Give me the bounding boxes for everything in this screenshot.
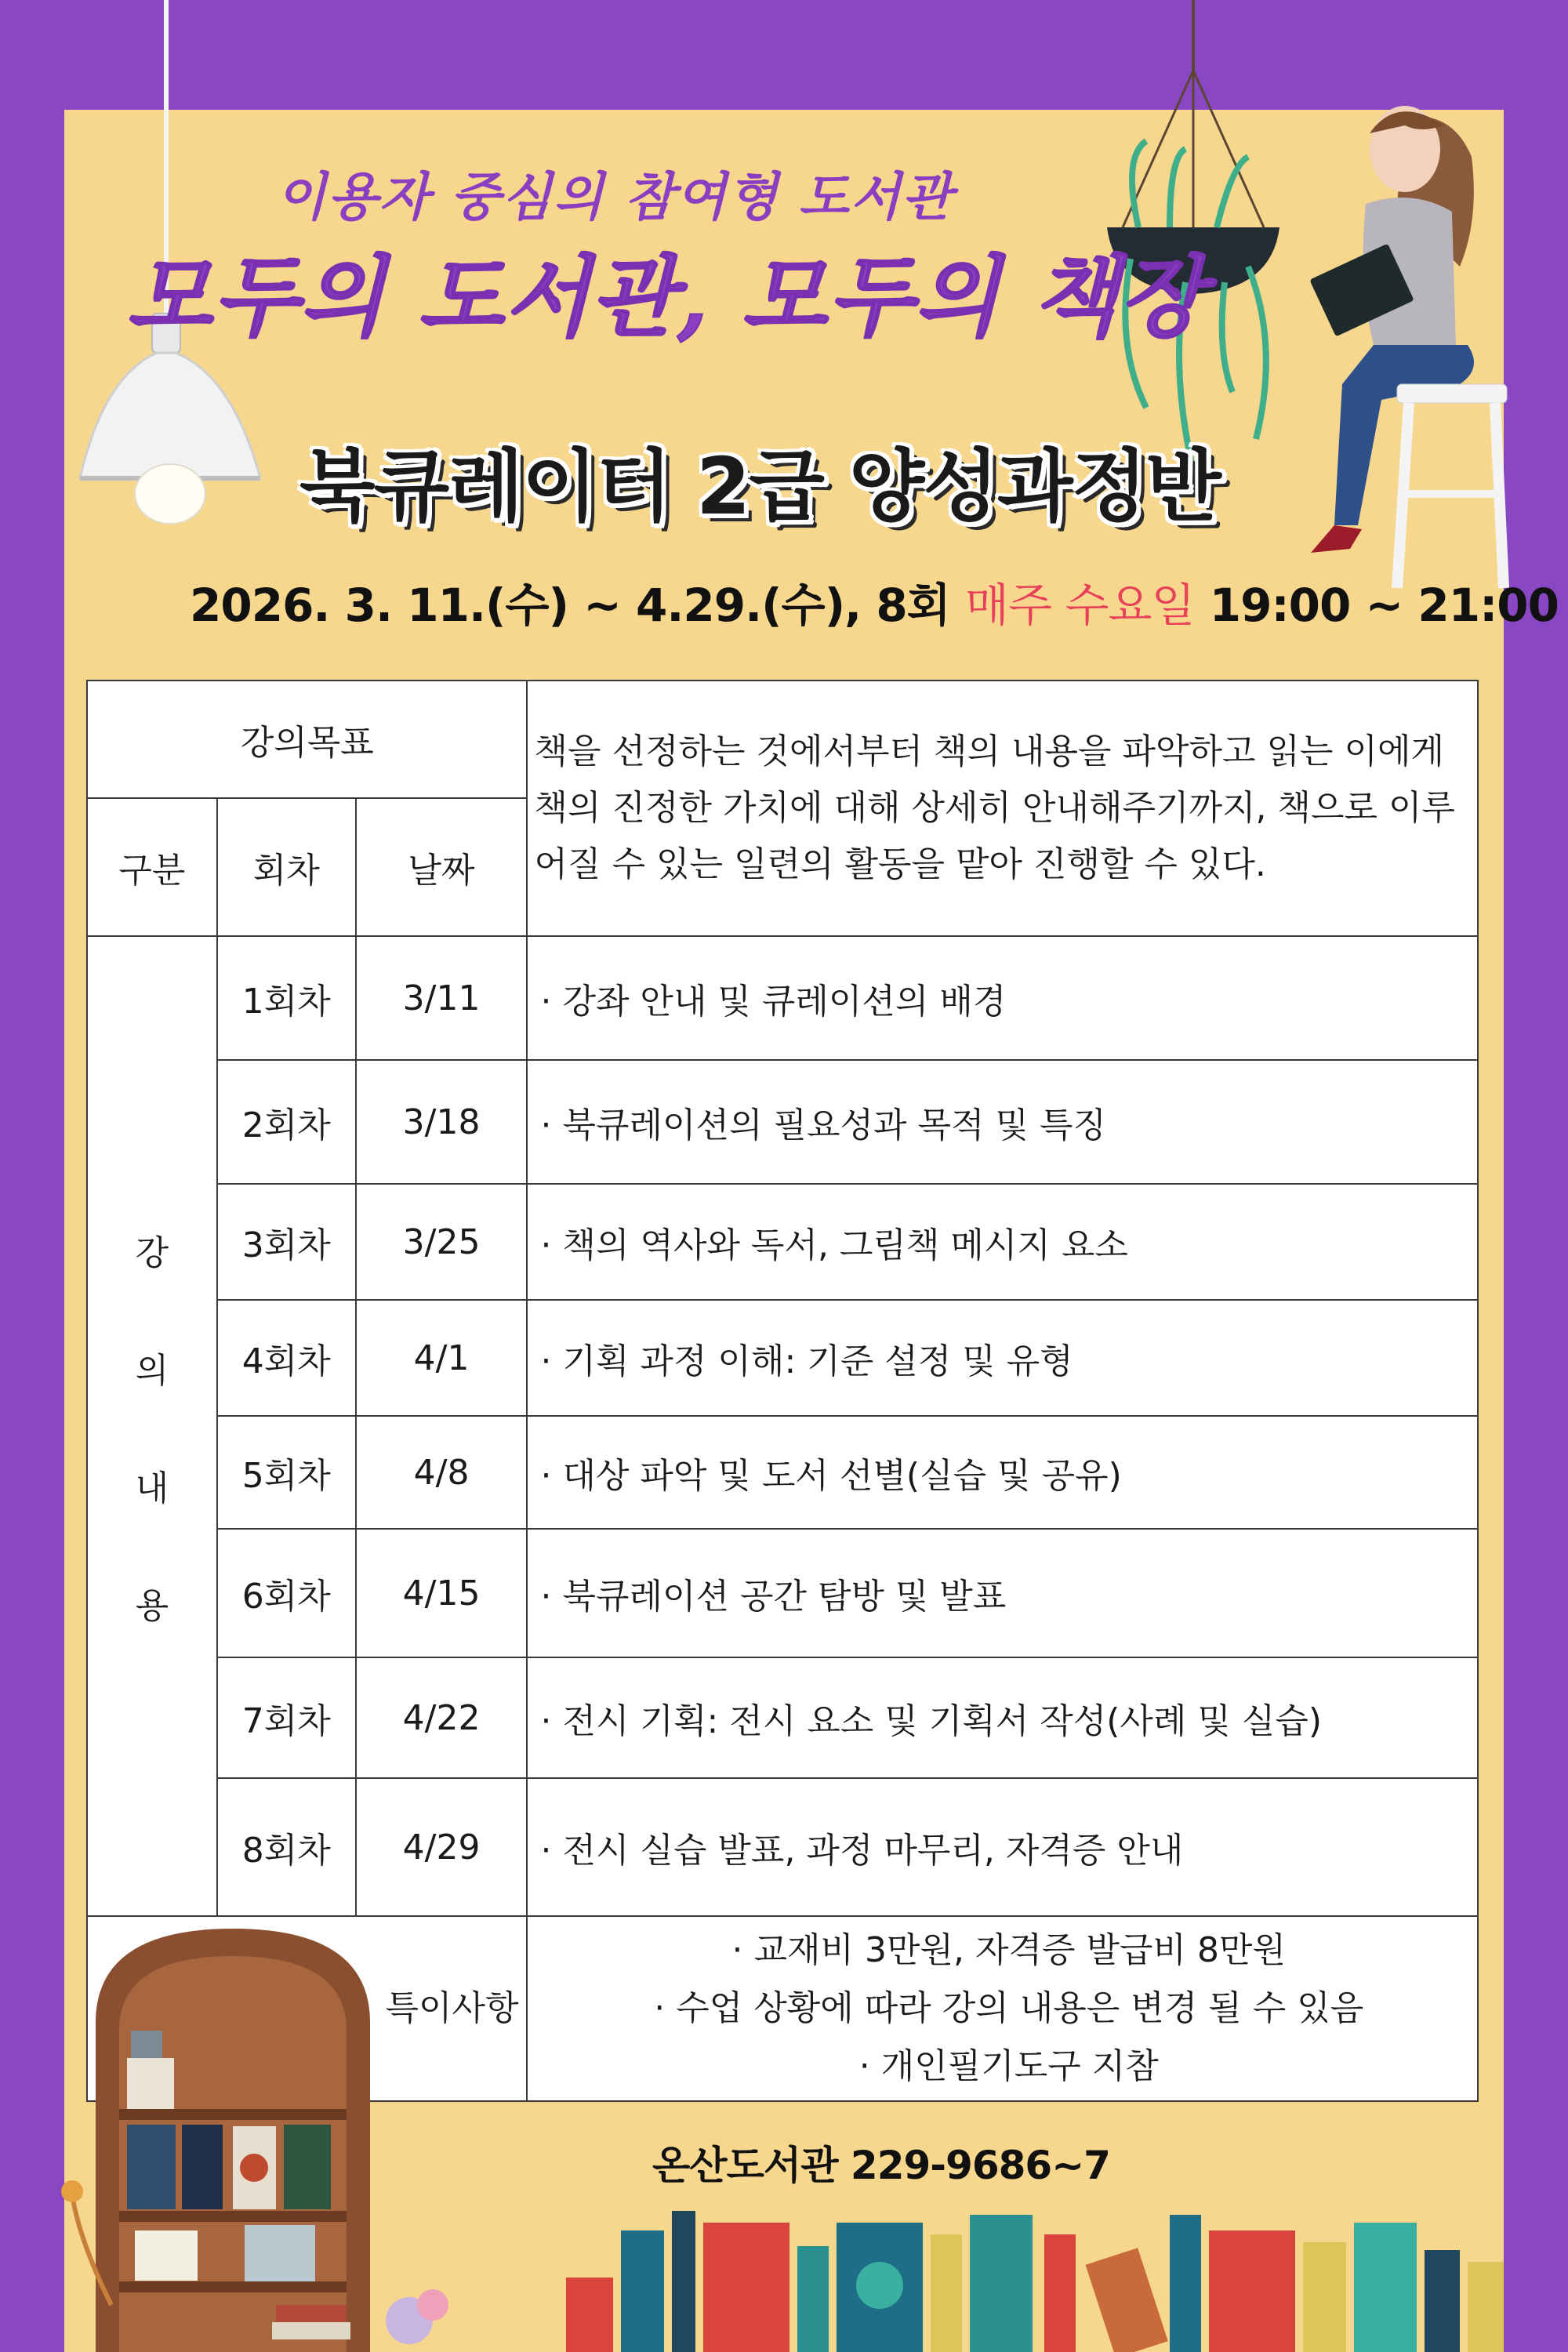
category-cell: [87, 936, 217, 1916]
notes-label: 특이사항: [385, 1988, 519, 2028]
subtitle-slogan: 이용자 중심의 참여형 도서관: [276, 166, 954, 227]
session-cell: 3회차: [217, 1184, 356, 1300]
content-cell: · 북큐레이션 공간 탐방 및 발표: [527, 1529, 1478, 1657]
content-cell: · 전시 실습 발표, 과정 마무리, 자격증 안내: [527, 1778, 1478, 1916]
note-item: · 수업 상황에 따라 강의 내용은 변경 될 수 있음: [654, 1988, 1364, 2028]
session-cell: 1회차: [217, 936, 356, 1060]
date-cell: 4/1: [356, 1300, 528, 1416]
bookshelf-icon: [64, 1913, 456, 2352]
schedule-period: 2026. 3. 11.(수) ~ 4.29.(수), 8회: [190, 579, 965, 632]
poster: [64, 110, 1559, 2352]
table-row: [87, 1529, 1478, 1657]
course-title: 북큐레이터 2급 양성과정반: [299, 441, 1220, 532]
session-cell: 8회차: [217, 1778, 356, 1916]
schedule-weekday: 매주 수요일: [965, 579, 1195, 632]
date-cell: 4/8: [356, 1416, 528, 1529]
session-cell: 4회차: [217, 1300, 356, 1416]
goal-label: 강의목표: [87, 681, 527, 798]
content-cell: · 기획 과정 이해: 기준 설정 및 유형: [527, 1300, 1478, 1416]
table-row: [87, 936, 1478, 1060]
table-row: [87, 1416, 1478, 1529]
woman-reading-icon: [1287, 86, 1504, 588]
table-row: [87, 1657, 1478, 1778]
content-cell: · 책의 역사와 독서, 그림책 메시지 요소: [527, 1184, 1478, 1300]
library-contact: 온산도서관 229-9686~7: [652, 2143, 1110, 2188]
date-cell: 3/25: [356, 1184, 528, 1300]
schedule-line: [190, 568, 1559, 634]
content-cell: · 북큐레이션의 필요성과 목적 및 특징: [527, 1060, 1478, 1184]
content-cell: · 대상 파악 및 도서 선별(실습 및 공유): [527, 1416, 1478, 1529]
session-cell: 2회차: [217, 1060, 356, 1184]
col-date-header: 날짜: [356, 798, 528, 936]
schedule-time: 19:00 ~ 21:00: [1194, 579, 1559, 632]
goal-text: 책을 선정하는 것에서부터 책의 내용을 파악하고 읽는 이에게 책의 진정한 가치에 대해 상세히 안내해주기까지, 책으로 이루어질 수 있는 일련의 활동을 맡아 진행할 수 있다.: [527, 681, 1478, 936]
date-cell: 4/15: [356, 1529, 528, 1657]
col-category-header: 구분: [87, 798, 217, 936]
date-cell: 4/22: [356, 1657, 528, 1778]
main-slogan: 모두의 도서관, 모두의 책장: [127, 246, 1207, 349]
content-cell: · 강좌 안내 및 큐레이션의 배경: [527, 936, 1478, 1060]
category-char: 내: [135, 1468, 169, 1508]
date-cell: 4/29: [356, 1778, 528, 1916]
col-session-header: 회차: [217, 798, 356, 936]
table-row: [87, 1060, 1478, 1184]
table-row: [87, 1778, 1478, 1916]
category-char: 용: [135, 1586, 169, 1626]
table-row: [87, 1184, 1478, 1300]
date-cell: 3/11: [356, 936, 528, 1060]
session-cell: 6회차: [217, 1529, 356, 1657]
content-cell: · 전시 기획: 전시 요소 및 기획서 작성(사례 및 실습): [527, 1657, 1478, 1778]
course-table: [86, 680, 1479, 2102]
note-item: · 교재비 3만원, 자격증 발급비 8만원: [731, 1930, 1286, 1970]
notes-list: [527, 1916, 1478, 2101]
session-cell: 5회차: [217, 1416, 356, 1529]
category-char: 강: [135, 1233, 169, 1273]
session-cell: 7회차: [217, 1657, 356, 1778]
table-row: [87, 1300, 1478, 1416]
note-item: · 개인필기도구 지참: [858, 2046, 1159, 2086]
books-row-icon: [566, 2199, 1504, 2352]
date-cell: 3/18: [356, 1060, 528, 1184]
category-char: 의: [135, 1351, 169, 1391]
